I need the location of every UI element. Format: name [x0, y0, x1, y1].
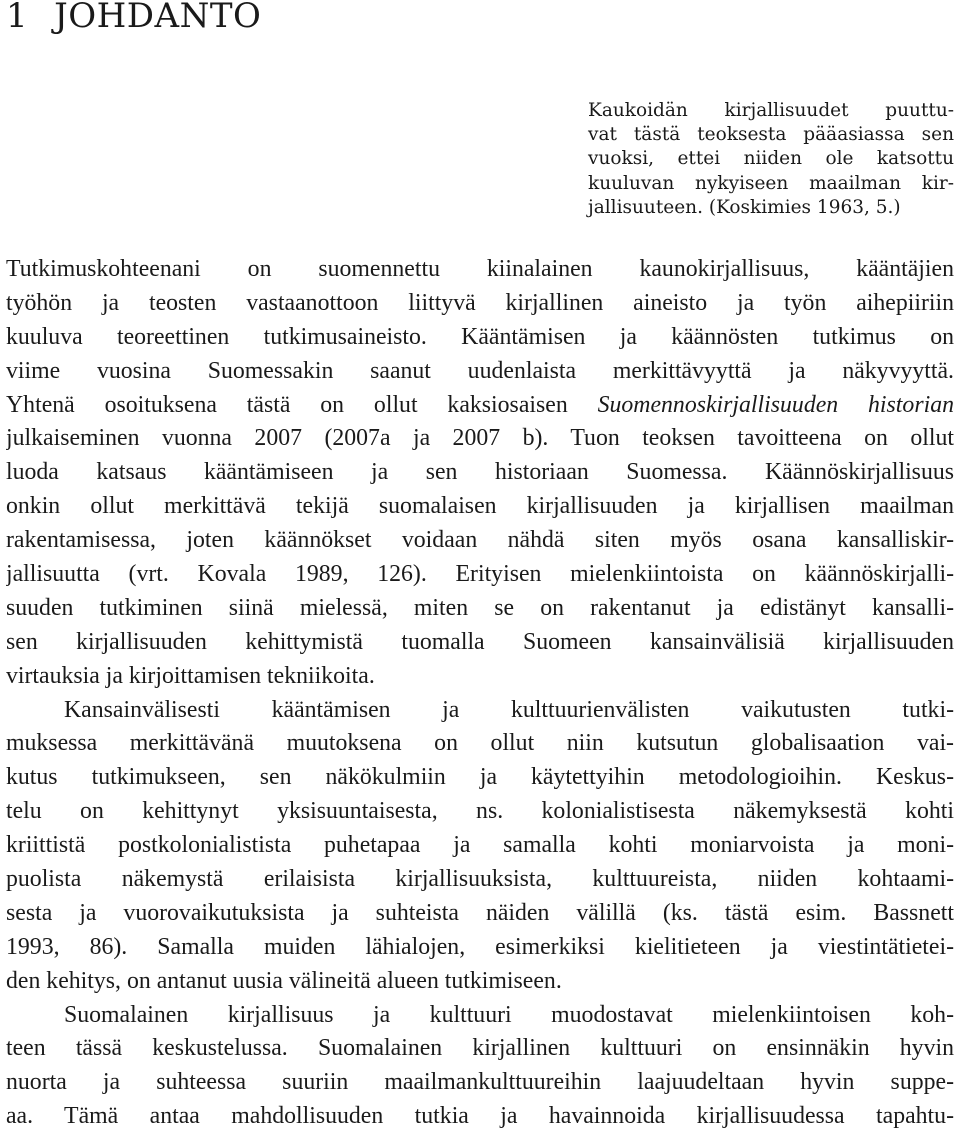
text-line: luoda katsaus kääntämiseen ja sen historiaan Suomessa. Käännöskirjallisuus	[6, 459, 954, 486]
paragraph	[6, 694, 954, 999]
text-line: 1993, 86). Samalla muiden lähialojen, esimerkiksi kielitieteen ja viestintätietei-	[6, 933, 954, 960]
text-line: jallisuutta (vrt. Kovala 1989, 126). Erityisen mielenkiintoista on käännöskirjalli-	[6, 561, 954, 588]
text-line: telu on kehittynyt yksisuuntaisesta, ns. kolonialistisesta näkemyksestä kohti	[6, 798, 954, 825]
text-line	[6, 389, 954, 423]
book-title: Suomennoskirjallisuuden historian	[597, 391, 954, 418]
text-line: sen kirjallisuuden kehittymistä tuomalla Suomeen kansainvälisiä kirjallisuuden	[6, 628, 954, 655]
paragraph	[6, 999, 954, 1134]
epigraph-line: jallisuuteen. (Koskimies 1963, 5.)	[588, 196, 901, 218]
text-line: suuden tutkiminen siinä mielessä, miten se on rakentanut ja edistänyt kansalli-	[6, 594, 954, 621]
paragraph	[6, 253, 954, 694]
text-line: muksessa merkittävänä muutoksena on ollut niin kutsutun globalisaation vai-	[6, 730, 954, 757]
text-line: julkaiseminen vuonna 2007 (2007a ja 2007 b). Tuon teoksen tavoitteena on ollut	[6, 425, 954, 452]
text-line: Kansainvälisesti kääntämisen ja kulttuurienvälisten vaikutusten tutki-	[64, 696, 954, 723]
body-text	[6, 253, 954, 1134]
text-line: aa. Tämä antaa mahdollisuuden tutkia ja havainnoida kirjallisuudessa tapahtu-	[6, 1103, 954, 1130]
epigraph-line: vat tästä teoksesta pääasiassa sen	[588, 124, 954, 146]
text-line: sesta ja vuorovaikutuksista ja suhteista näiden välillä (ks. tästä esim. Bassnett	[6, 899, 954, 926]
text-line: Suomalainen kirjallisuus ja kulttuuri muodostavat mielenkiintoisen koh-	[64, 1001, 954, 1028]
chapter-number: 1	[6, 0, 29, 36]
text-line: rakentamisessa, joten käännökset voidaan nähdä siten myös osana kansalliskir-	[6, 527, 954, 554]
text-line: työhön ja teosten vastaanottoon liittyvä kirjallinen aineisto ja työn aihepiiriin	[6, 289, 954, 316]
text-line: onkin ollut merkittävä tekijä suomalaisen kirjallisuuden ja kirjallisen maailman	[6, 493, 954, 520]
chapter-title: JOHDANTO	[54, 0, 262, 36]
epigraph-quote	[588, 99, 954, 220]
text-line: nuorta ja suhteessa suuriin maailmankulttuureihin laajuudeltaan hyvin suppe-	[6, 1069, 954, 1096]
text-line: den kehitys, on antanut uusia välineitä alueen tutkimiseen.	[6, 967, 562, 994]
chapter-heading	[6, 0, 261, 38]
text-line: kriittistä postkolonialistista puhetapaa ja samalla kohti moniarvoista ja moni-	[6, 832, 954, 859]
epigraph-line: vuoksi, ettei niiden ole katsottu	[588, 148, 954, 170]
text-line: teen tässä keskustelussa. Suomalainen kirjallinen kulttuuri on ensinnäkin hyvin	[6, 1035, 954, 1062]
epigraph-line: kuuluvan nykyiseen maailman kir-	[588, 172, 954, 194]
text-line: kuuluva teoreettinen tutkimusaineisto. Kääntämisen ja käännösten tutkimus on	[6, 323, 954, 350]
text-line: puolista näkemystä erilaisista kirjallisuuksista, kulttuureista, niiden kohtaami-	[6, 866, 954, 893]
text-line: viime vuosina Suomessakin saanut uudenlaista merkittävyyttä ja näkyvyyttä.	[6, 357, 954, 384]
text-line: kutus tutkimukseen, sen näkökulmiin ja käytettyihin metodologioihin. Keskus-	[6, 764, 954, 791]
text-line: Tutkimuskohteenani on suomennettu kiinalainen kaunokirjallisuus, kääntäjien	[6, 256, 954, 282]
text-segment: Yhtenä osoituksena tästä on ollut kaksiosaisen	[6, 391, 598, 418]
text-line: virtauksia ja kirjoittamisen tekniikoita.	[6, 662, 375, 689]
epigraph-line: Kaukoidän kirjallisuudet puuttu-	[588, 100, 954, 121]
